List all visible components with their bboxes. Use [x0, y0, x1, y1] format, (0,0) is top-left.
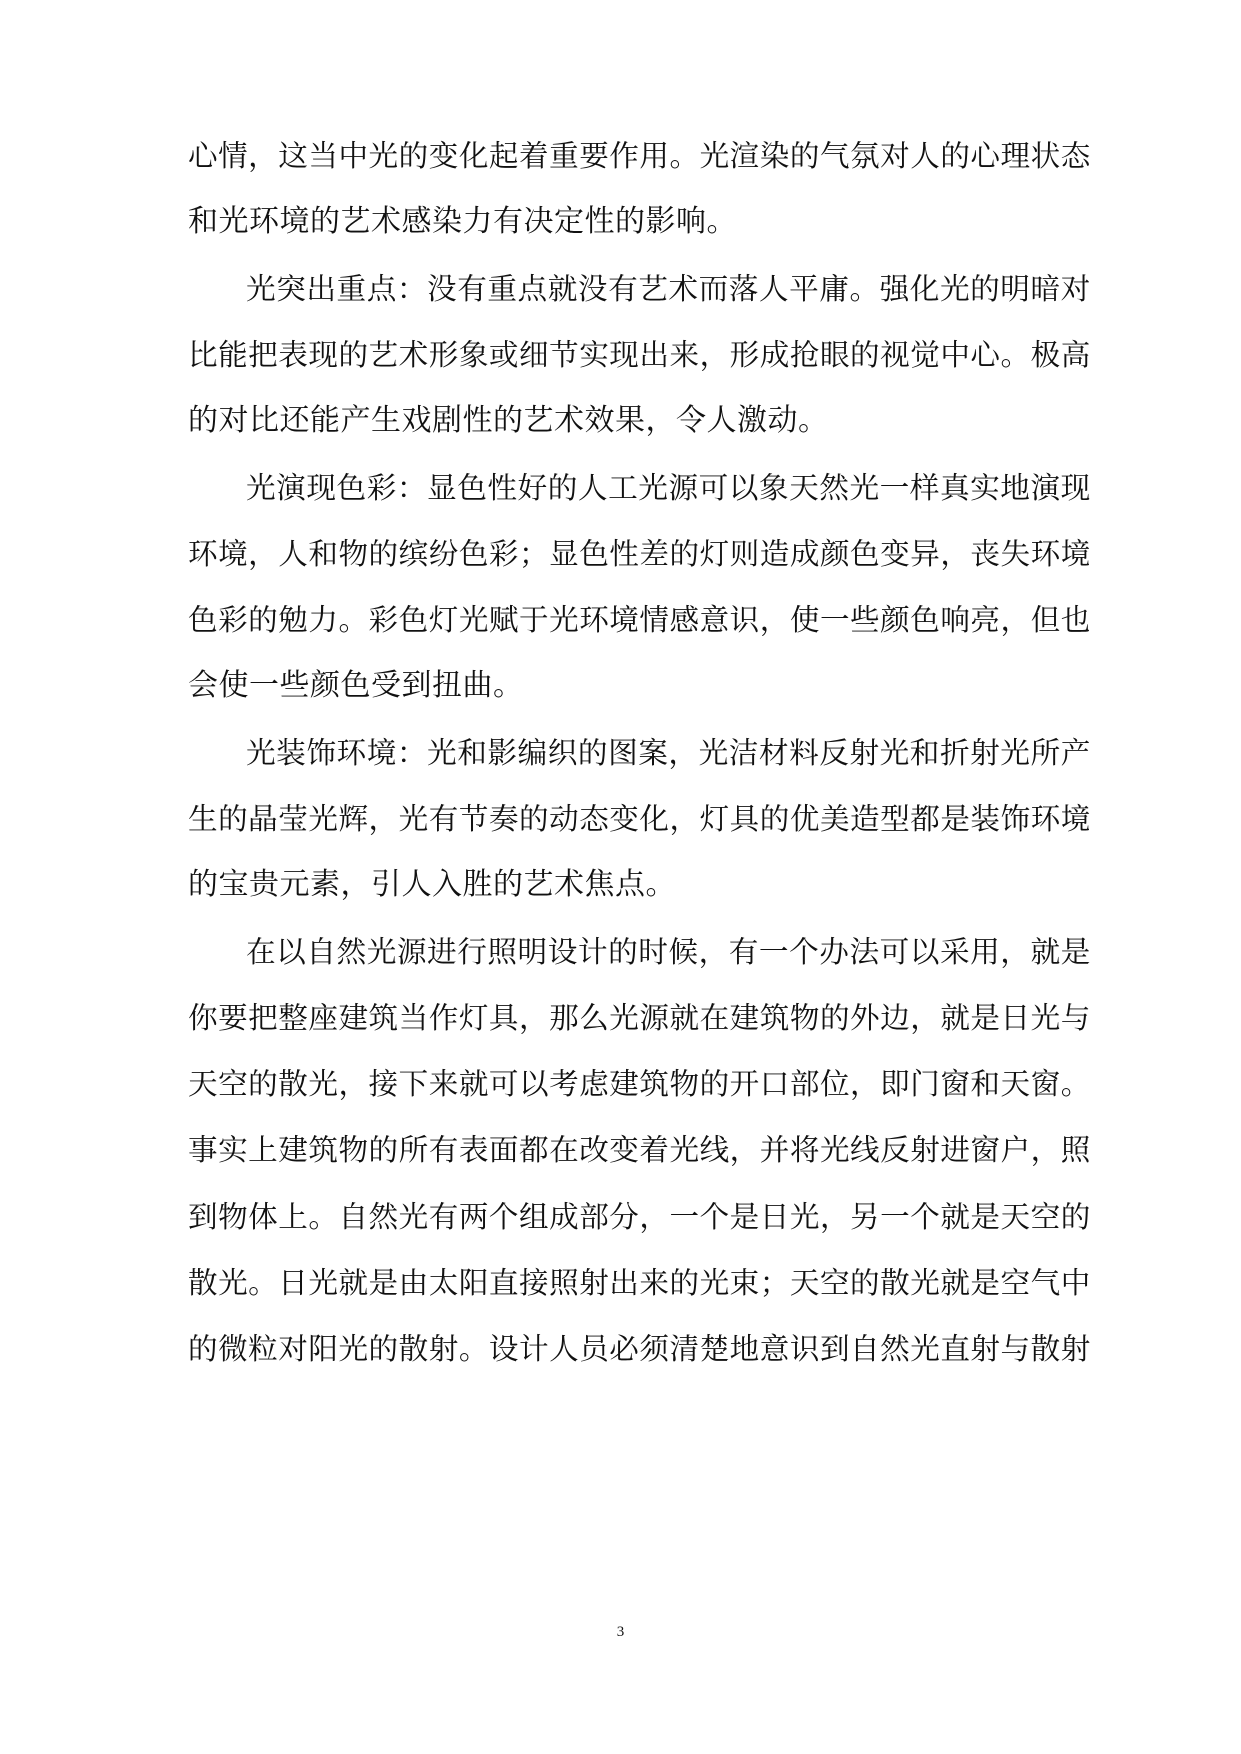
- text-line-3: 光突出重点：没有重点就没有艺术而落人平庸。强化光的明暗对: [246, 271, 1091, 306]
- text-line-18: 散光。日光就是由太阳直接照射出来的光束；天空的散光就是空气中: [188, 1266, 1091, 1300]
- text-line-15: 天空的散光，接下来就可以考虑建筑物的开口部位，即门窗和天窗。: [188, 1067, 1091, 1101]
- text-line-5: 的对比还能产生戏剧性的艺术效果，令人激动。: [188, 403, 829, 438]
- text-line-6: 光演现色彩：显色性好的人工光源可以象天然光一样真实地演现: [246, 470, 1091, 505]
- text-line-8: 色彩的勉力。彩色灯光赋于光环境情感意识，使一些颜色响亮，但也: [188, 603, 1091, 637]
- text-line-14: 你要把整座建筑当作灯具，那么光源就在建筑物的外边，就是日光与: [188, 1001, 1091, 1035]
- text-line-4: 比能把表现的艺术形象或细节实现出来，形成抢眼的视觉中心。极高: [188, 338, 1091, 372]
- text-line-12: 的宝贵元素，引人入胜的艺术焦点。: [188, 867, 676, 902]
- text-line-17: 到物体上。自然光有两个组成部分，一个是日光，另一个就是天空的: [188, 1200, 1091, 1234]
- text-line-1: 心情，这当中光的变化起着重要作用。光渲染的气氛对人的心理状态: [188, 139, 1091, 173]
- text-line-9: 会使一些颜色受到扭曲。: [188, 668, 524, 703]
- text-line-16: 事实上建筑物的所有表面都在改变着光线，并将光线反射进窗户，照: [188, 1133, 1091, 1167]
- text-line-2: 和光环境的艺术感染力有决定性的影响。: [188, 204, 737, 239]
- text-line-13: 在以自然光源进行照明设计的时候，有一个办法可以采用，就是: [246, 934, 1091, 969]
- text-line-10: 光装饰环境：光和影编织的图案，光洁材料反射光和折射光所产: [246, 735, 1091, 770]
- page-number: 3: [616, 1624, 625, 1640]
- text-line-7: 环境，人和物的缤纷色彩；显色性差的灯则造成颜色变异，丧失环境: [188, 537, 1091, 571]
- text-line-11: 生的晶莹光辉，光有节奏的动态变化，灯具的优美造型都是装饰环境: [188, 802, 1091, 836]
- text-line-19: 的微粒对阳光的散射。设计人员必须清楚地意识到自然光直射与散射: [188, 1332, 1091, 1366]
